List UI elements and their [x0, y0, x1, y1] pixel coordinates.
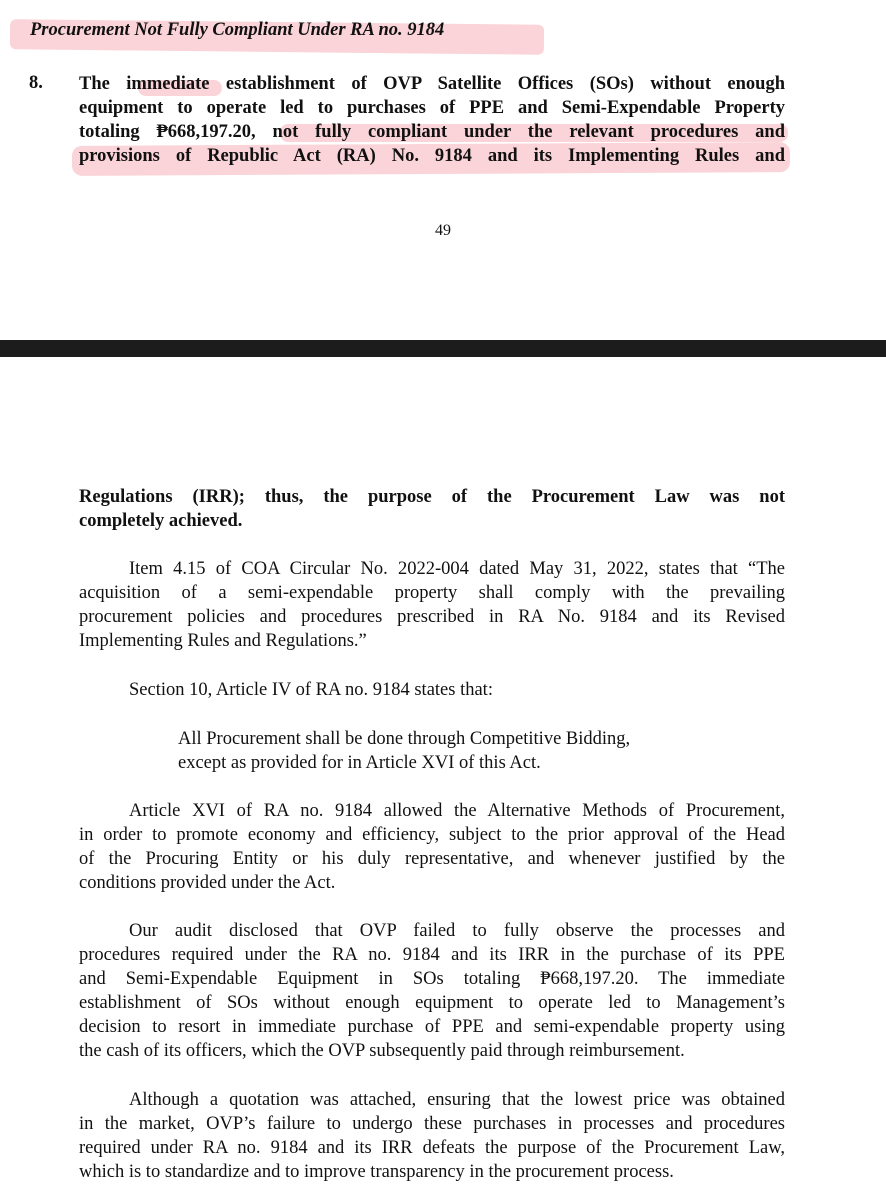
quote-line: All Procurement shall be done through Competitive Bidding,: [178, 729, 631, 749]
finding-line: The immediate establishment of OVP Satellite Offices (SOs) without enough: [79, 74, 785, 94]
paragraph-line: required under RA no. 9184 and its IRR defeats the purpose of the Procurement Law,: [79, 1138, 785, 1158]
paragraph-line: establishment of SOs without enough equipment to operate led to Management’s: [79, 993, 785, 1013]
paragraph-line: Although a quotation was attached, ensuring that the lowest price was obtained: [129, 1090, 785, 1110]
paragraph-line: Item 4.15 of COA Circular No. 2022-004 dated May 31, 2022, states that “The: [129, 559, 785, 579]
finding-number: 8.: [29, 73, 43, 93]
finding-line: provisions of Republic Act (RA) No. 9184 and its Implementing Rules and: [79, 146, 785, 166]
paragraph-line: Article XVI of RA no. 9184 allowed the Alternative Methods of Procurement,: [129, 801, 785, 821]
paragraph-line: procedures required under the RA no. 9184 and its IRR in the purchase of its PPE: [79, 945, 785, 965]
quote-line: except as provided for in Article XVI of this Act.: [178, 753, 541, 773]
section-heading: Procurement Not Fully Compliant Under RA no. 9184: [30, 20, 445, 40]
paragraph-line: Implementing Rules and Regulations.”: [79, 631, 367, 651]
paragraph-line: acquisition of a semi-expendable property shall comply with the prevailing: [79, 583, 785, 603]
finding-line: equipment to operate led to purchases of PPE and Semi-Expendable Property: [79, 98, 785, 118]
paragraph-line: in order to promote economy and efficiency, subject to the prior approval of the Head: [79, 825, 785, 845]
paragraph-line: Our audit disclosed that OVP failed to fully observe the processes and: [129, 921, 785, 941]
finding-continuation-line: completely achieved.: [79, 511, 243, 531]
paragraph-line: in the market, OVP’s failure to undergo these purchases in processes and procedures: [79, 1114, 785, 1134]
finding-continuation-line: Regulations (IRR); thus, the purpose of the Procurement Law was not: [79, 487, 785, 507]
paragraph-line: of the Procuring Entity or his duly representative, and whenever justified by the: [79, 849, 785, 869]
paragraph-line: conditions provided under the Act.: [79, 873, 336, 893]
paragraph-line: Section 10, Article IV of RA no. 9184 states that:: [129, 680, 493, 700]
finding-line: totaling ₱668,197.20, not fully compliant under the relevant procedures and: [79, 122, 785, 142]
page-number: 49: [435, 222, 451, 239]
paragraph-line: procurement policies and procedures prescribed in RA No. 9184 and its Revised: [79, 607, 785, 627]
paragraph-line: and Semi-Expendable Equipment in SOs totaling ₱668,197.20. The immediate: [79, 969, 785, 989]
paragraph-line: which is to standardize and to improve transparency in the procurement process.: [79, 1162, 674, 1182]
page-divider: [0, 340, 886, 357]
paragraph-line: decision to resort in immediate purchase of PPE and semi-expendable property using: [79, 1017, 785, 1037]
paragraph-line: the cash of its officers, which the OVP subsequently paid through reimbursement.: [79, 1041, 685, 1061]
